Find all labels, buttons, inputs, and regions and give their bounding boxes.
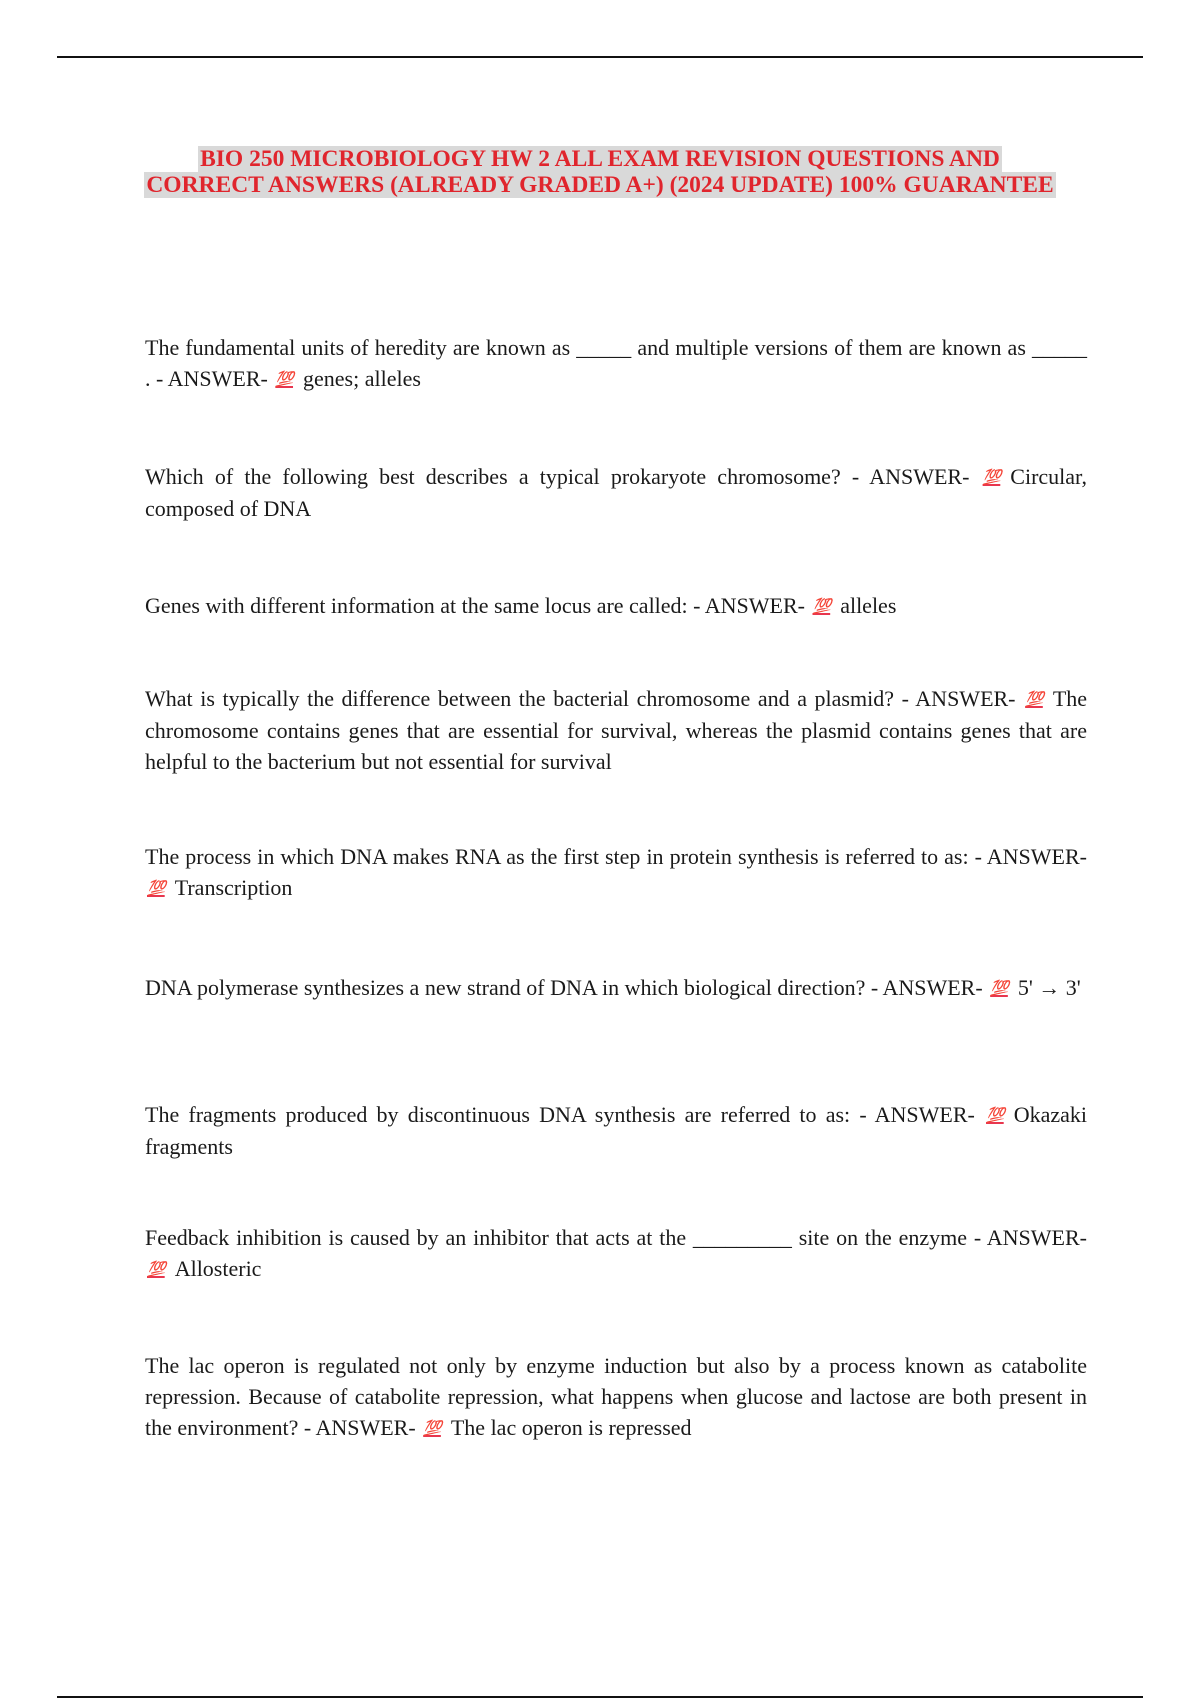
hundred-points-icon: 💯 bbox=[812, 598, 831, 615]
hundred-points-icon: 💯 bbox=[990, 980, 1008, 997]
hundred-points-icon: 💯 bbox=[986, 1107, 1004, 1124]
qa-item bbox=[145, 332, 1087, 395]
hundred-points-icon: 💯 bbox=[147, 880, 165, 897]
question-text: DNA polymerase synthesizes a new strand of DNA in which biological direction? - ANSWER- bbox=[145, 975, 983, 1000]
qa-item bbox=[145, 1222, 1087, 1285]
bottom-rule bbox=[57, 1696, 1143, 1698]
answer-text: The chromosome contains genes that are essential for survival, whereas the plasmid contains genes that are helpful to the bacterium but not essential for survival bbox=[145, 686, 1088, 774]
question-text: Feedback inhibition is caused by an inhibitor that acts at the _________ site on the enzyme - ANSWER- bbox=[145, 1225, 1087, 1250]
hundred-points-icon: 💯 bbox=[1025, 691, 1043, 708]
title-line-1: BIO 250 MICROBIOLOGY HW 2 ALL EXAM REVISION QUESTIONS AND bbox=[200, 146, 1000, 172]
question-text: What is typically the difference between the bacterial chromosome and a plasmid? - ANSWER- bbox=[145, 686, 1016, 711]
question-text: Genes with different information at the same locus are called: - ANSWER- bbox=[145, 593, 805, 618]
hundred-points-icon: 💯 bbox=[423, 1420, 441, 1437]
answer-text: Okazaki fragments bbox=[145, 1102, 1087, 1159]
qa-item bbox=[145, 590, 1087, 622]
top-rule bbox=[57, 56, 1143, 58]
hundred-points-icon: 💯 bbox=[275, 371, 294, 388]
answer-text: Transcription bbox=[174, 875, 293, 900]
qa-item bbox=[145, 461, 1087, 524]
qa-item bbox=[145, 1099, 1087, 1162]
answer-text: 5' → 3' bbox=[1017, 975, 1081, 1000]
answer-text: The lac operon is repressed bbox=[450, 1415, 692, 1440]
qa-item bbox=[145, 683, 1087, 777]
answer-text: Circular, composed of DNA bbox=[145, 464, 1087, 521]
qa-item bbox=[145, 972, 1087, 1004]
answer-text: genes; alleles bbox=[303, 366, 421, 391]
document-title bbox=[100, 146, 1100, 198]
qa-item bbox=[145, 1350, 1087, 1444]
question-text: The fragments produced by discontinuous DNA synthesis are referred to as: - ANSWER- bbox=[145, 1102, 975, 1127]
hundred-points-icon: 💯 bbox=[982, 469, 1001, 486]
question-text: Which of the following best describes a typical prokaryote chromosome? - ANSWER- bbox=[145, 464, 970, 489]
answer-text: Allosteric bbox=[174, 1256, 262, 1281]
qa-item bbox=[145, 841, 1087, 904]
answer-text: alleles bbox=[840, 593, 897, 618]
question-text: The process in which DNA makes RNA as the first step in protein synthesis is referred to as: - ANSWER- bbox=[145, 844, 1087, 869]
hundred-points-icon: 💯 bbox=[147, 1261, 165, 1278]
title-line-2: CORRECT ANSWERS (ALREADY GRADED A+) (2024 UPDATE) 100% GUARANTEE bbox=[146, 172, 1054, 198]
question-text: The fundamental units of heredity are known as _____ and multiple versions of them are known as _____ . - ANSWER- bbox=[145, 335, 1087, 391]
question-text: The lac operon is regulated not only by enzyme induction but also by a process known as catabolite repression. Because of catabolite repression, what happens when glucose and lactose are both present in the environment? - ANSWER- bbox=[145, 1353, 1087, 1440]
